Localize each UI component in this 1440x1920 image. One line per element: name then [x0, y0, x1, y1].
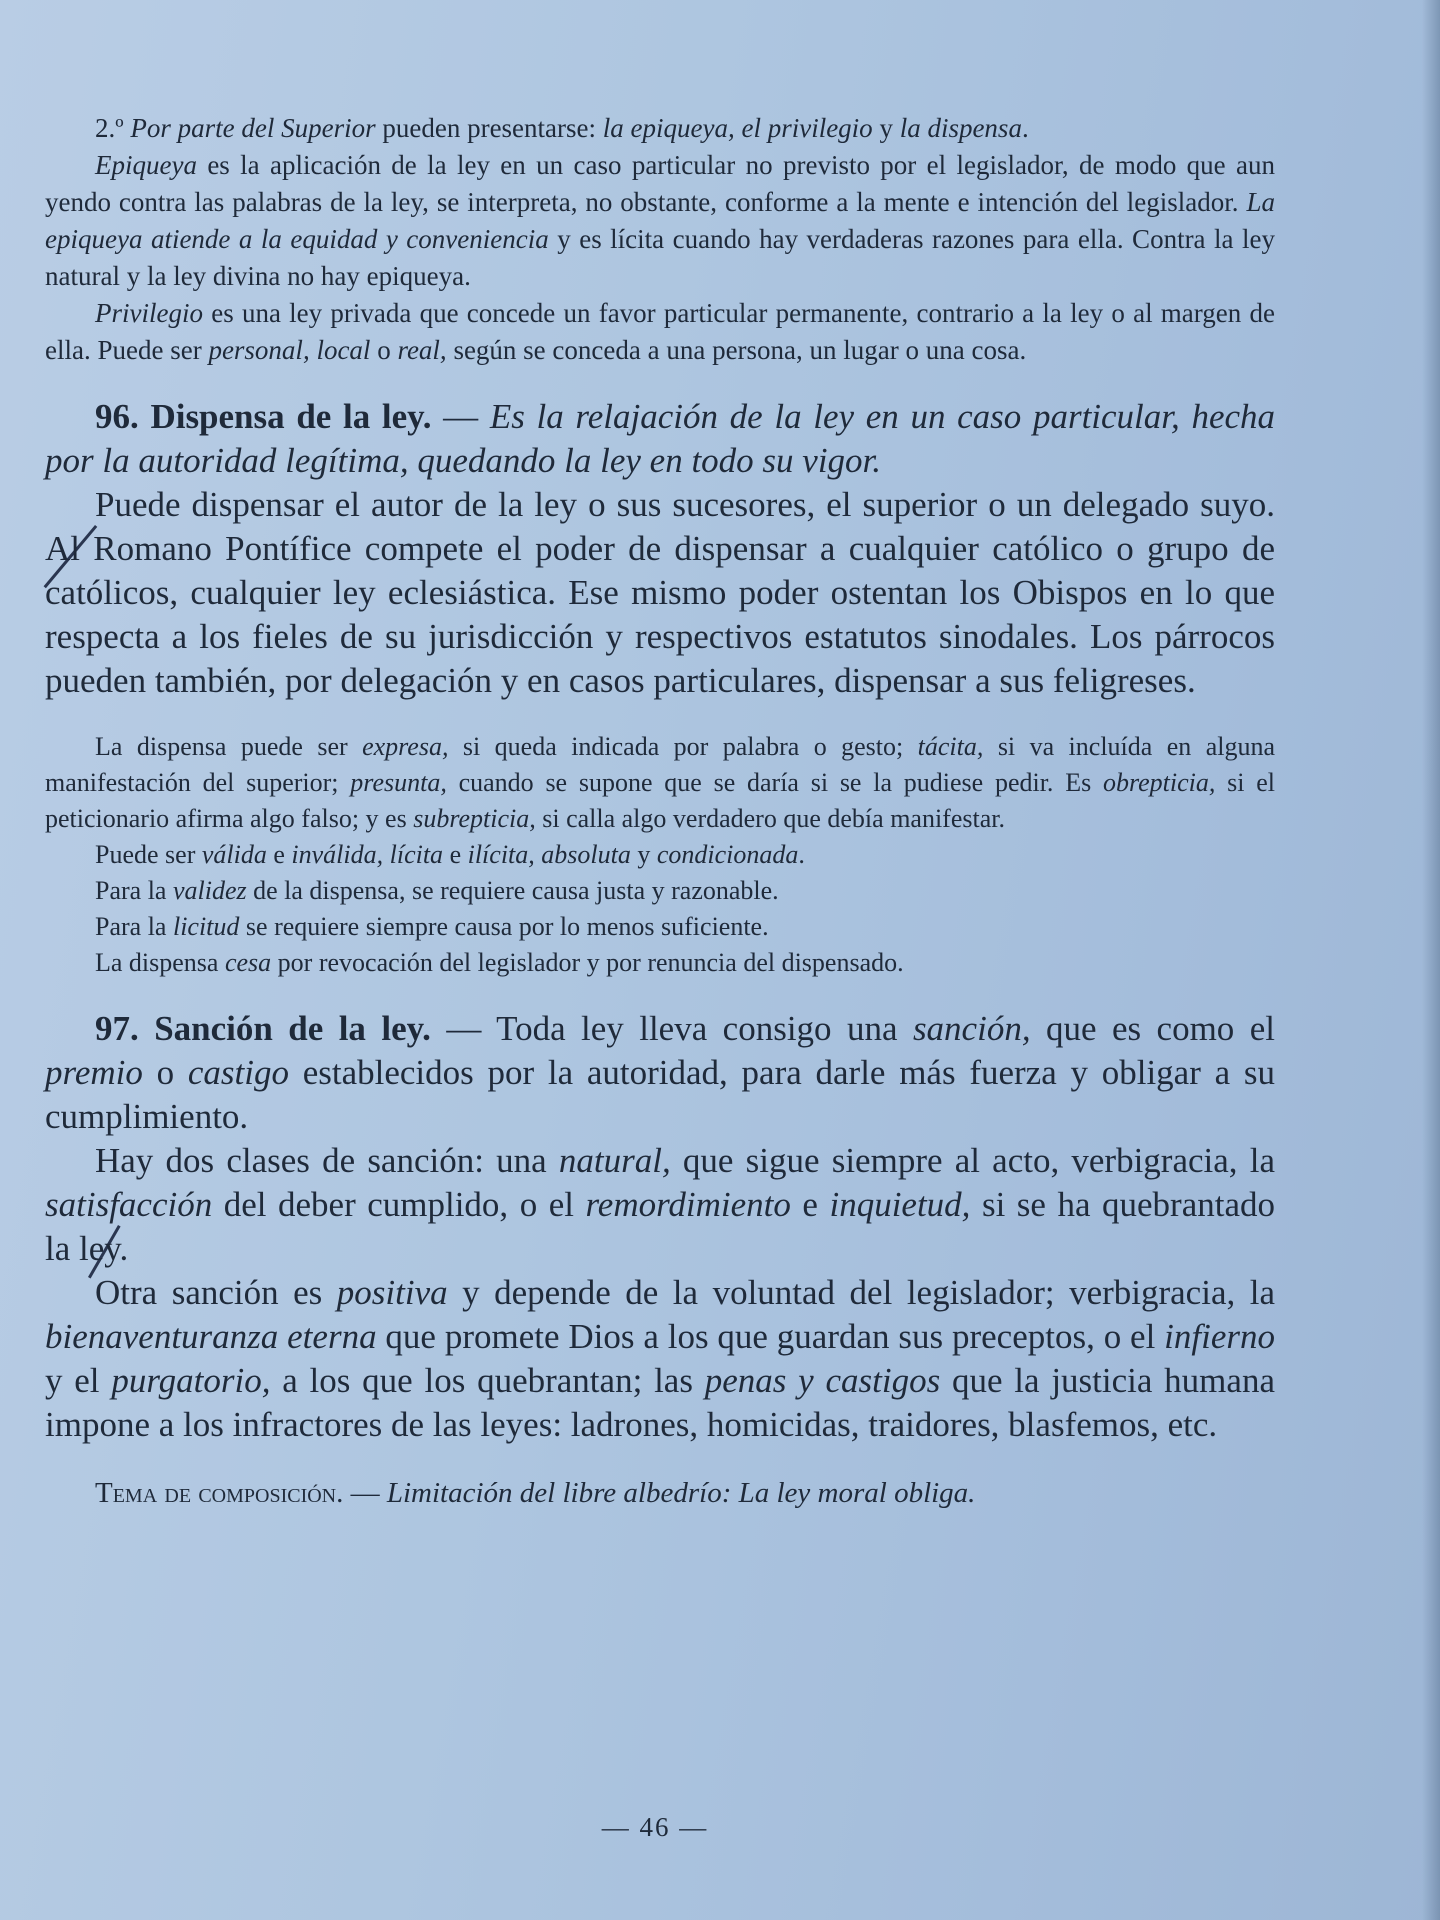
text-run: o	[142, 1053, 188, 1092]
text-run: .	[798, 840, 805, 869]
text-run: La dispensa puede ser	[95, 732, 363, 761]
section-number: 97.	[95, 1009, 139, 1048]
dispensa-types-paragraph	[45, 729, 1275, 837]
text-run: Hay dos clases de sanción: una	[95, 1141, 559, 1180]
epiqueya-paragraph	[45, 147, 1275, 295]
section-96-heading	[45, 395, 1275, 483]
text-run: si queda indicada por palabra o gesto;	[448, 732, 918, 761]
term-privilegio: Privilegio	[95, 298, 203, 328]
italic-phrase: purgatorio,	[111, 1361, 271, 1400]
definition: Es la relajación de la ley en un caso particular, hecha por la autoridad legítima, quedando la ley en todo su vigor.	[45, 397, 1276, 480]
italic-phrase: satisfacción	[45, 1185, 213, 1224]
text-run: si calla algo verdadero que debía manifestar.	[535, 804, 1005, 833]
cesa-line	[45, 945, 1275, 981]
italic-phrase: inquietud,	[829, 1185, 971, 1224]
text-run: o	[370, 335, 398, 365]
italic-phrase: positiva	[336, 1273, 448, 1312]
text-run: y	[630, 840, 657, 869]
italic-phrase: cesa	[224, 948, 272, 977]
text-run: .	[1021, 113, 1029, 143]
validez-line	[45, 873, 1275, 909]
italic-phrase: real,	[397, 335, 447, 365]
italic-phrase: personal, local	[208, 335, 371, 365]
section-2-paragraph	[45, 110, 1275, 147]
text-run: cuando se supone que se daría si se la pudiese pedir. Es	[446, 768, 1103, 797]
italic-phrase: penas y castigos	[704, 1361, 941, 1400]
text-run: que es como el	[1030, 1009, 1275, 1048]
text-run: e	[790, 1185, 830, 1224]
italic-phrase: licitud	[172, 912, 240, 941]
italic-phrase: condicionada	[656, 840, 799, 869]
text-run: que sigue siempre al acto, verbigracia, la	[670, 1141, 1275, 1180]
text-run: y es lícita cuando hay verdaderas razones para ella. Contra la ley natural y la ley divina no hay epiqueya.	[45, 224, 1275, 291]
italic-phrase: subrepticia,	[413, 804, 536, 833]
sancion-natural-paragraph	[45, 1139, 1275, 1271]
italic-phrase: ilícita, absoluta	[467, 840, 631, 869]
page-edge-shadow	[1422, 0, 1440, 1920]
italic-phrase: infierno	[1164, 1317, 1275, 1356]
text-run: y	[872, 113, 900, 143]
licitud-line	[45, 909, 1275, 945]
text-run: si el peticionario afirma algo falso; y es	[45, 768, 1275, 833]
text-run: por revocación del legislador y por renuncia del dispensado.	[271, 948, 904, 977]
text-run: Para la	[95, 876, 173, 905]
text-run: Otra sanción es	[95, 1273, 337, 1312]
italic-phrase: obrepticia,	[1102, 768, 1216, 797]
text-run: que la justicia humana impone a los infractores de las leyes: ladrones, homicidas, traidores, blasfemos, etc.	[45, 1361, 1275, 1444]
tema-label: Tema de composición.	[95, 1477, 344, 1509]
text-run: Para la	[95, 912, 173, 941]
text-run: —	[343, 1477, 387, 1509]
text-run: se requiere siempre causa por lo menos suficiente.	[239, 912, 769, 941]
text-run: Toda ley lleva consigo una	[496, 1009, 913, 1048]
italic-phrase: castigo	[187, 1053, 289, 1092]
text-run: y el	[45, 1361, 112, 1400]
italic-phrase: la epiqueya, el privilegio	[602, 113, 873, 143]
text-run: y depende de la voluntad del legislador; verbigracia, la	[447, 1273, 1275, 1312]
tema-composicion	[45, 1473, 1275, 1513]
italic-phrase: natural,	[558, 1141, 671, 1180]
text-run: si se ha quebrantado la ley.	[45, 1185, 1275, 1268]
section-number: 2.º	[95, 113, 124, 143]
text-run: —	[430, 1009, 497, 1048]
text-run: es una ley privada que concede un favor particular permanente, contrario a la ley o al margen de ella. Puede ser	[45, 298, 1275, 365]
sancion-positiva-paragraph	[45, 1271, 1275, 1447]
italic-phrase: remordimiento	[585, 1185, 791, 1224]
document-page	[45, 110, 1275, 1513]
italic-phrase: Por parte del Superior	[130, 113, 376, 143]
text-run: que promete Dios a los que guardan sus preceptos, o el	[376, 1317, 1165, 1356]
text-run: de la dispensa, se requiere causa justa y razonable.	[246, 876, 779, 905]
italic-phrase: sanción,	[912, 1009, 1031, 1048]
text-run: establecidos por la autoridad, para darle más fuerza y obligar a su cumplimiento.	[45, 1053, 1275, 1136]
text-run: si va incluída en alguna manifestación del superior;	[45, 732, 1276, 797]
text-run: e	[443, 840, 468, 869]
italic-phrase: la dispensa	[899, 113, 1022, 143]
text-run: pueden presentarse:	[375, 113, 603, 143]
italic-phrase: validez	[172, 876, 247, 905]
text-run: según se conceda a una persona, un lugar o una cosa.	[446, 335, 1027, 365]
section-title: Sanción de la ley.	[154, 1009, 431, 1048]
italic-phrase: La epiqueya atiende a la equidad y conveniencia	[45, 187, 1275, 254]
dispensa-kinds-line	[45, 837, 1275, 873]
privilegio-paragraph	[45, 295, 1275, 369]
italic-phrase: bienaventuranza eterna	[45, 1317, 377, 1356]
text-run: La dispensa	[95, 948, 225, 977]
section-title: Dispensa de la ley.	[150, 397, 432, 436]
text-run: —	[431, 397, 490, 436]
italic-phrase: expresa,	[362, 732, 449, 761]
text-run: a los que los quebrantan; las	[270, 1361, 705, 1400]
text-run: es la aplicación de la ley en un caso particular no previsto por el legislador, de modo que aun yendo contra las palabras de la ley, se interpreta, no obstante, conforme a la mente e intención del legislador.	[45, 150, 1275, 217]
tema-title: Limitación del libre albedrío: La ley moral obliga.	[386, 1477, 976, 1509]
section-96-paragraph: Puede dispensar el autor de la ley o sus sucesores, el superior o un delegado suyo. Al Romano Pontífice compete el poder de dispensar a cualquier católico o grupo de católicos, cualquier ley eclesiástica. Ese mismo poder ostentan los Obispos en lo que respecta a los fieles de su jurisdicción y respectivos estatutos sinodales. Los párrocos pueden también, por delegación y en casos particulares, dispensar a sus feligreses.	[45, 485, 1275, 700]
page-number: — 46 —	[601, 1812, 709, 1842]
text-run: del deber cumplido, o el	[212, 1185, 586, 1224]
italic-phrase: presunta,	[350, 768, 447, 797]
text-run: e	[266, 840, 292, 869]
text-run: Puede ser	[95, 840, 202, 869]
term-epiqueya: Epiqueya	[95, 150, 197, 180]
section-97-paragraph	[45, 1007, 1275, 1139]
italic-phrase: inválida, lícita	[291, 840, 444, 869]
italic-phrase: premio	[45, 1053, 143, 1092]
italic-phrase: válida	[201, 840, 267, 869]
section-number: 96.	[95, 397, 139, 436]
italic-phrase: tácita,	[917, 732, 984, 761]
